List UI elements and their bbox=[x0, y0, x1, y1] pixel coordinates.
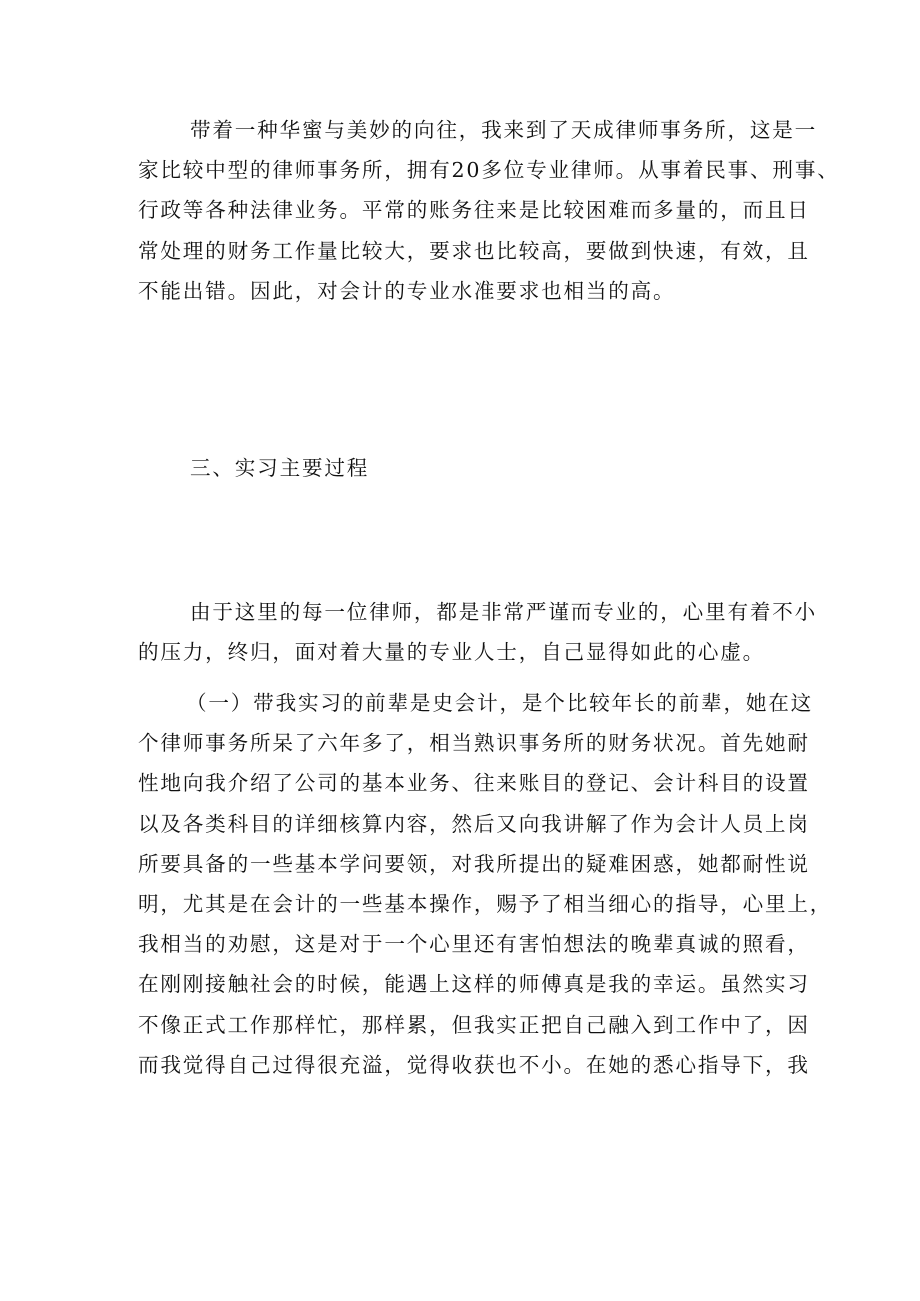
text-line: 行政等各种法律业务。平常的账务往来是比较困难而多量的，而且日 bbox=[138, 198, 810, 223]
text-line: 个律师事务所呆了六年多了，相当熟识事务所的财务状况。首先她耐 bbox=[138, 731, 810, 756]
text-line: 明，尤其是在会计的一些基本操作，赐予了相当细心的指导，心里上， bbox=[138, 891, 833, 916]
text-line: 的压力，终归，面对着大量的专业人士，自己显得如此的心虚。 bbox=[138, 640, 766, 665]
text-line: 由于这里的每一位律师，都是非常严谨而专业的，心里有着不小 bbox=[190, 600, 818, 624]
text-line: 所要具备的一些基本学问要领，对我所提出的疑难困惑，她都耐性说 bbox=[138, 851, 810, 876]
section-heading: 三、实习主要过程 bbox=[190, 456, 370, 480]
text-line: 以及各类科目的详细核算内容，然后又向我讲解了作为会计人员上岗 bbox=[138, 811, 810, 836]
text-line: 不像正式工作那样忙，那样累，但我实正把自己融入到工作中了，因 bbox=[138, 1012, 810, 1037]
paragraph-pressure bbox=[138, 592, 818, 672]
paragraph-intro bbox=[138, 110, 840, 311]
text-line: 家比较中型的律师事务所，拥有20多位专业律师。从事着民事、刑事、 bbox=[138, 158, 840, 183]
text-line: 不能出错。因此，对会计的专业水准要求也相当的高。 bbox=[138, 278, 676, 303]
paragraph-mentor bbox=[138, 683, 833, 1085]
text-line: 而我觉得自己过得很充溢，觉得收获也不小。在她的悉心指导下，我 bbox=[138, 1052, 810, 1077]
text-line: 性地向我介绍了公司的基本业务、往来账目的登记、会计科目的设置 bbox=[138, 771, 810, 796]
text-line: （一）带我实习的前辈是史会计，是个比较年长的前辈，她在这 bbox=[186, 691, 814, 715]
text-line: 我相当的劝慰，这是对于一个心里还有害怕想法的晚辈真诚的照看， bbox=[138, 932, 810, 957]
text-line: 带着一种华蜜与美妙的向往，我来到了天成律师事务所，这是一 bbox=[190, 118, 818, 142]
text-line: 在刚刚接触社会的时候，能遇上这样的师傅真是我的幸运。虽然实习 bbox=[138, 972, 810, 997]
text-line: 常处理的财务工作量比较大，要求也比较高，要做到快速，有效，且 bbox=[138, 238, 810, 263]
